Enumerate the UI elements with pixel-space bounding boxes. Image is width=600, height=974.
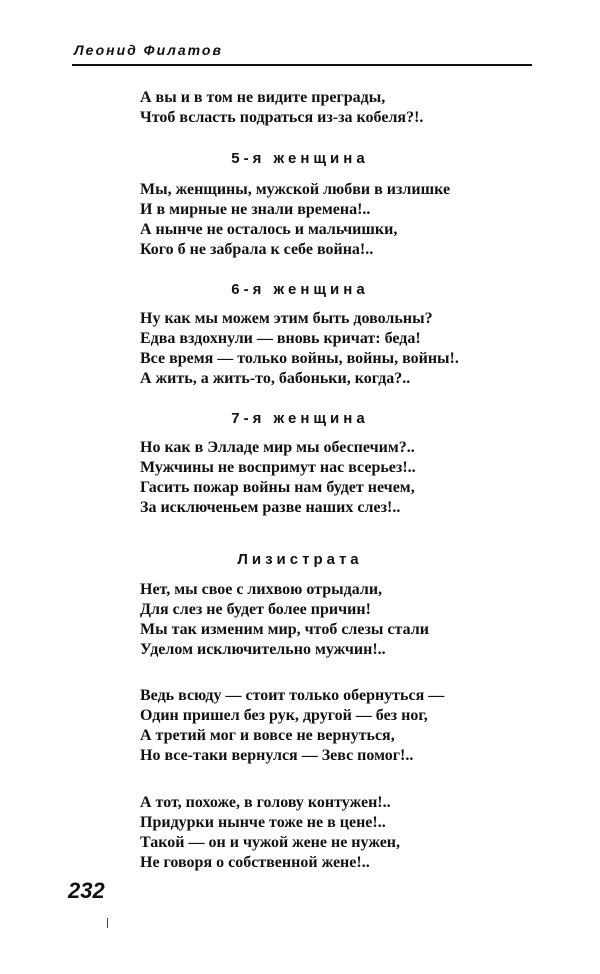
poem-line: За исключеньем разве наших слез!.. [140,499,401,516]
poem-line: Едва вздохнули — вновь кричат: беда! [140,330,421,347]
poem-line: Но все-таки вернулся — Зевс помог!.. [140,747,414,764]
poem-line: Ну как мы можем этим быть довольны? [140,310,433,327]
poem-line: Но как в Элладе мир мы обеспечим?.. [140,439,415,456]
poem-line: Мы так изменим мир, чтоб слезы стали [140,621,429,638]
page-number: 232 [68,878,105,903]
poem-line: И в мирные не знали времена!.. [140,201,371,218]
poem-line: А вы и в том не видите преграды, [140,89,386,106]
speaker-heading: 5-я женщина [231,150,369,167]
poem-line: Один пришел без рук, другой — без ног, [140,707,428,724]
poem-line: А жить, а жить-то, бабоньки, когда?.. [140,370,411,387]
poem-line: Для слез не будет более причин! [140,601,371,618]
header-author: Леонид Филатов [74,42,223,58]
scan-mark [107,918,108,928]
poem-line: Мы, женщины, мужской любви в излишке [140,181,451,198]
poem-line: Все время — только войны, войны, войны!. [140,350,459,367]
poem-line: Нет, мы свое с лихвою отрыдали, [140,581,383,598]
poem-line: Придурки нынче тоже не в цене!.. [140,814,386,831]
poem-line: Ведь всюду — стоит только обернуться — [140,687,445,704]
poem-line: Не говоря о собственной жене!.. [140,854,370,871]
poem-line: Чтоб всласть подраться из-за кобеля?!. [140,109,424,126]
poem-line: Такой — он и чужой жене не нужен, [140,834,401,851]
speaker-heading: Лизистрата [237,551,363,568]
poem-line: Кого б не забрала к себе война!.. [140,241,374,258]
speaker-heading: 6-я женщина [231,281,369,298]
poem-line: А нынче не осталось и мальчишки, [140,221,398,238]
poem-line: Мужчины не воспримут нас всерьез!.. [140,459,416,476]
poem-line: А тот, похоже, в голову контужен!.. [140,794,391,811]
poem-line: Гасить пожар войны нам будет нечем, [140,479,415,496]
speaker-heading: 7-я женщина [231,410,369,427]
poem-line: Уделом исключительно мужчин!.. [140,641,386,658]
poem-line: А третий мог и вовсе не вернуться, [140,727,395,744]
